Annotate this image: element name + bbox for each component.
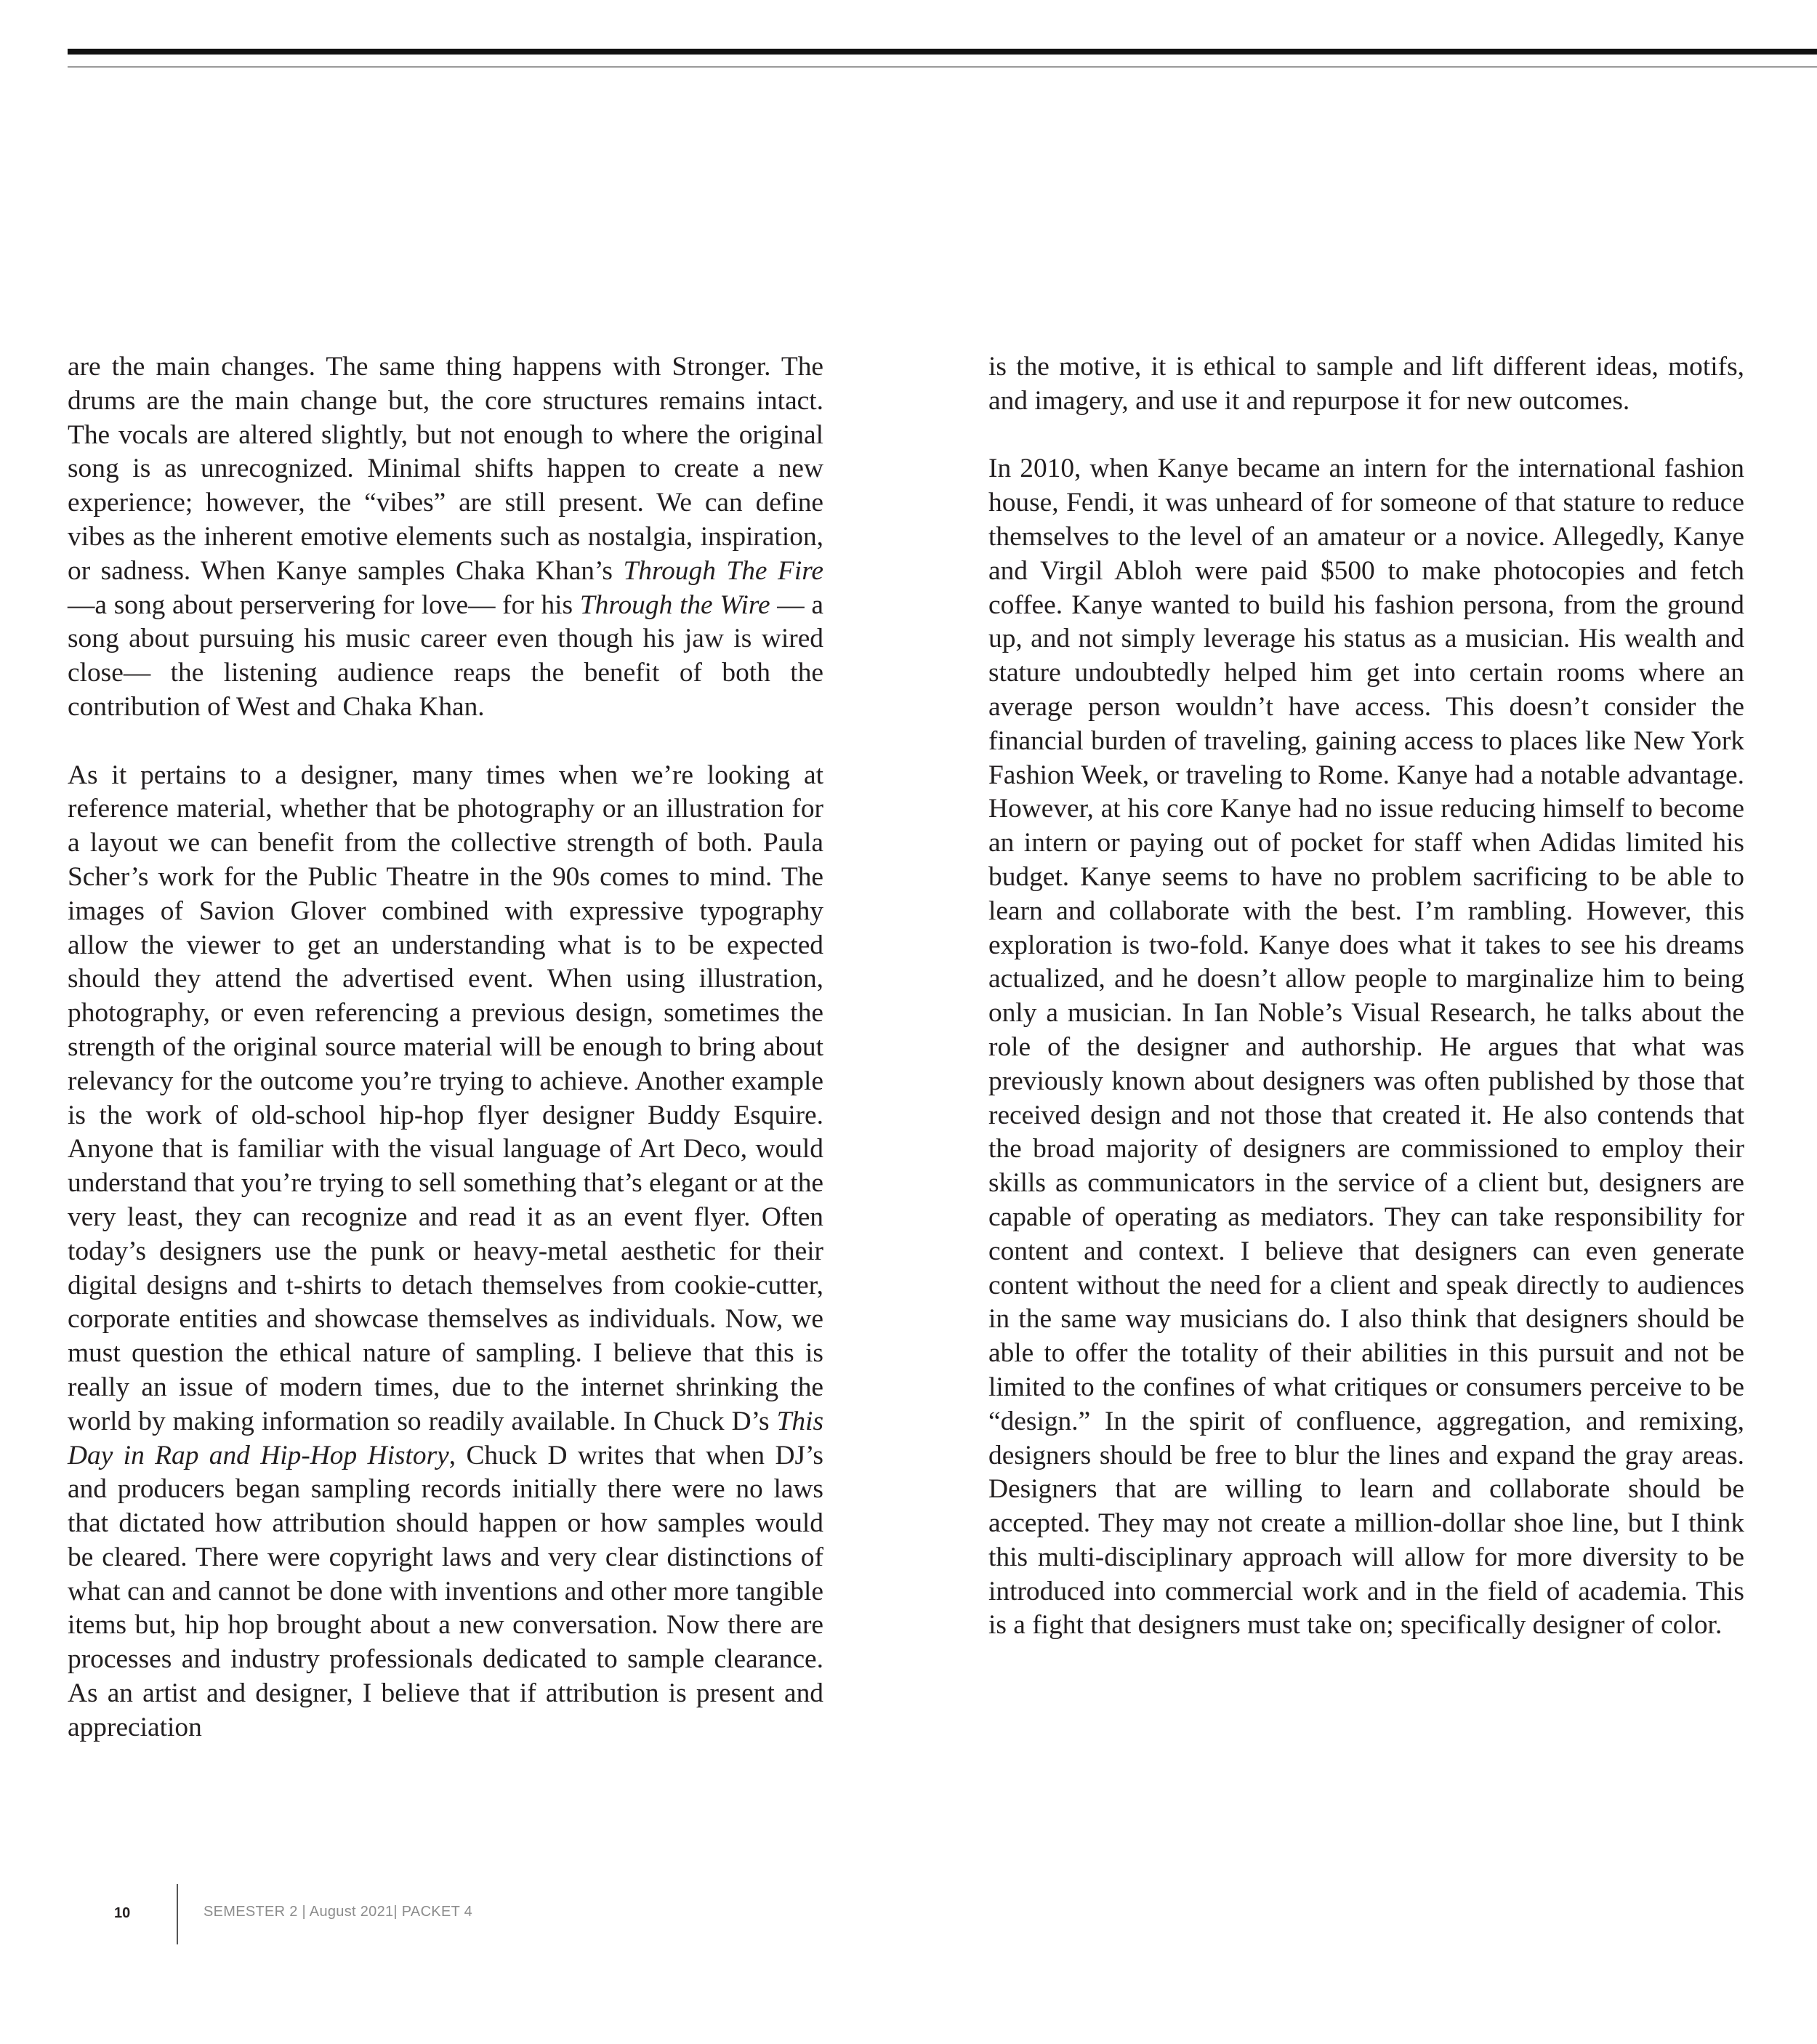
right-column xyxy=(988,350,1744,1643)
left-column xyxy=(68,350,823,1745)
text-run: are the main changes. The same thing happens with Stronger. The drums are the main change but, the core structures remains intact. The vocals are altered slightly, but not enough to where the original song is as unrecognized. Minimal shifts happen to create a new experience; however, the “vibes” are still present. We can define vibes as the inherent emotive elements such as nostalgia, inspiration, or sadness. When Kanye samples Chaka Khan’s xyxy=(68,352,823,586)
header-rule-thin xyxy=(68,66,1817,68)
footer-divider xyxy=(177,1884,178,1944)
paragraph: In 2010, when Kanye became an intern for the international fashion house, Fendi, it was unheard of for someone of that stature to reduce themselves to the level of an amateur or a novice. Allegedly, Kanye and Virgil Abloh were paid $500 to make photocopies and fetch coffee. Kanye wanted to build his fashion persona, from the ground up, and not simply leverage his status as a musician. His wealth and stature undoubtedly helped him get into certain rooms where an average person wouldn’t have access. This doesn’t consider the financial burden of traveling, gaining access to places like New York Fashion Week, or traveling to Rome. Kanye had a notable advantage. However, at his core Kanye had no issue reducing himself to become an intern or paying out of pocket for staff when Adidas limited his budget. Kanye seems to have no problem sacrificing to be able to learn and collaborate with the best. I’m rambling. However, this exploration is two-fold. Kanye does what it takes to see his dreams actualized, and he doesn’t allow people to marginalize him to being only a musician. In Ian Noble’s Visual Research, he talks about the role of the designer and authorship. He argues that what was previously known about designers was often published by those that received design and not those that created it. He also contends that the broad majority of designers are commissioned to employ their skills as communicators in the service of a client but, designers are capable of operating as mediators. They can take responsibility for content and context. I believe that designers can even generate content without the need for a client and speak directly to audiences in the same way musicians do. I also think that designers should be able to offer the totality of their abilities in this pursuit and not be limited to the confines of what critiques or consumers perceive to be “design.” In the spirit of confluence, aggregation, and remixing, designers should be free to blur the lines and expand the gray areas. Designers that are willing to learn and collaborate should be accepted. They may not create a million-dollar shoe line, but I think this multi-disciplinary approach will allow for more diversity to be introduced into commercial work and in the field of academia. This is a fight that designers must take on; specifically designer of color. xyxy=(988,454,1744,1641)
header-rule-thick xyxy=(68,49,1817,55)
paragraph xyxy=(68,350,823,725)
text-run: — a song about pursuing his music career even though his jaw is wired close— the listening audience reaps the benefit of both the contribution of West and Chaka Khan. xyxy=(68,590,823,722)
book-title-italic: This Day in Rap and Hip-Hop History xyxy=(68,1406,823,1470)
text-run: As it pertains to a designer, many times when we’re looking at reference material, whether that be photography or an illustration for a layout we can benefit from the collective strength of both. Paula Scher’s work for the Public Theatre in the 90s comes to mind. The images of Savion Glover combined with expressive typography allow the viewer to get an understanding what is to be expected should they attend the advertised event. When using illustration, photography, or even referencing a previous design, sometimes the strength of the original source material will be enough to bring about relevancy for the outcome you’re trying to achieve. Another example is the work of old-school hip-hop flyer designer Buddy Esquire. Anyone that is familiar with the visual language of Art Deco, would understand that you’re trying to sell something that’s elegant or at the very least, they can recognize and read it as an event flyer. Often today’s designers use the punk or heavy-metal aesthetic for their digital designs and t-shirts to detach themselves from cookie-cutter, corporate entities and showcase themselves as individuals. Now, we must question the ethical nature of sampling. I believe that this is really an issue of modern times, due to the internet shrinking the world by making information so readily available. In Chuck D’s xyxy=(68,760,823,1436)
footer-publication-info: SEMESTER 2 | August 2021| PACKET 4 xyxy=(204,1904,473,1920)
paragraph: is the motive, it is ethical to sample and lift different ideas, motifs, and imagery, and use it and repurpose it for new outcomes. xyxy=(988,352,1744,416)
paragraph xyxy=(68,759,823,1745)
text-run: —a song about perservering for love— for his xyxy=(68,590,580,620)
text-run: , Chuck D writes that when DJ’s and producers began sampling records initially there were no laws that dictated how attribution should happen or how samples would be cleared. There were copyright laws and very clear distinctions of what can and cannot be done with inventions and other more tangible items but, hip hop brought about a new conversation. Now there are processes and industry professionals dedicated to sample clearance. As an artist and designer, I believe that if attribution is present and appreciation xyxy=(68,1440,823,1742)
song-title-italic: Through the Wire xyxy=(579,590,770,620)
song-title-italic: Through The Fire xyxy=(623,555,823,586)
page-number: 10 xyxy=(114,1905,131,1921)
